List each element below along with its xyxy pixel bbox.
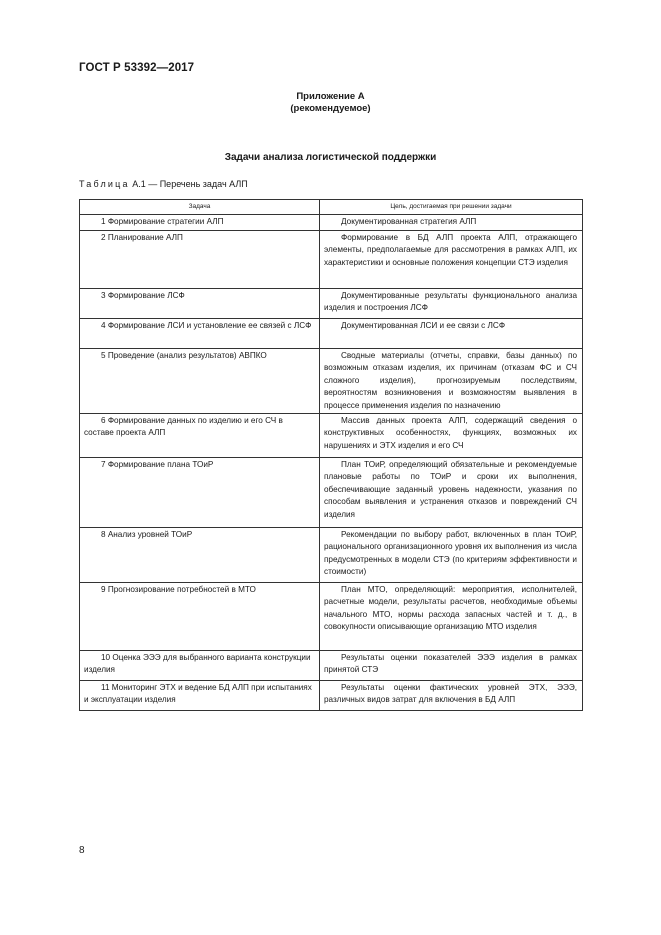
goal-cell: Документированные результаты функционального анализа изделия и построения ЛСФ xyxy=(320,289,583,319)
task-cell: 5 Проведение (анализ результатов) АВПКО xyxy=(80,349,320,414)
column-header-task: Задача xyxy=(80,200,320,215)
task-cell: 10 Оценка ЭЭЭ для выбранного варианта конструкции изделия xyxy=(80,651,320,681)
task-cell: 6 Формирование данных по изделию и его СЧ в составе проекта АЛП xyxy=(80,414,320,458)
table-row xyxy=(80,414,583,458)
task-cell: 9 Прогнозирование потребностей в МТО xyxy=(80,583,320,651)
task-cell: 11 Мониторинг ЭТХ и ведение БД АЛП при испытаниях и эксплуатации изделия xyxy=(80,681,320,711)
goal-cell: Массив данных проекта АЛП, содержащий сведения о конструктивных особенностях, функциях, возможных их нарушениях и ЭТХ изделия и его СЧ xyxy=(320,414,583,458)
goal-cell: План МТО, определяющий: мероприятия, исполнителей, расчетные модели, результаты расчетов, необходимые объемы начального МТО, нормы расхода запасных частей и т. д., в совокупности описывающие организацию МТО изделия xyxy=(320,583,583,651)
table-row xyxy=(80,651,583,681)
goal-cell: Документированная стратегия АЛП xyxy=(320,215,583,231)
page-number: 8 xyxy=(79,845,85,856)
goal-cell: План ТОиР, определяющий обязательные и рекомендуемые плановые работы по ТОиР и сроки их выполнения, обеспечивающие заданный уровень надежности, указания по способам выявления и устранения отказов и повреждений СЧ изделия xyxy=(320,458,583,528)
goal-cell: Документированная ЛСИ и ее связи с ЛСФ xyxy=(320,319,583,349)
tasks-table xyxy=(79,199,583,711)
table-row xyxy=(80,319,583,349)
table-caption-text: А.1 — Перечень задач АЛП xyxy=(129,179,248,189)
task-cell: 1 Формирование стратегии АЛП xyxy=(80,215,320,231)
appendix-heading xyxy=(0,91,661,115)
document-code: ГОСТ Р 53392—2017 xyxy=(79,62,195,74)
task-cell: 8 Анализ уровней ТОиР xyxy=(80,528,320,583)
task-cell: 3 Формирование ЛСФ xyxy=(80,289,320,319)
table-row xyxy=(80,231,583,289)
table-header-row xyxy=(80,200,583,215)
table-row xyxy=(80,681,583,711)
section-title: Задачи анализа логистической поддержки xyxy=(224,152,437,163)
table-row xyxy=(80,215,583,231)
table-row xyxy=(80,458,583,528)
appendix-subtitle: (рекомендуемое) xyxy=(290,103,371,114)
table-row xyxy=(80,528,583,583)
goal-cell: Рекомендации по выбору работ, включенных в план ТОиР, рационального организационного уровня их выполнения из числа предусмотренных в модели СТЭ (по критериям эффективности и стоимости) xyxy=(320,528,583,583)
appendix-title: Приложение А xyxy=(296,91,365,102)
goal-cell: Результаты оценки показателей ЭЭЭ изделия в рамках принятой СТЭ xyxy=(320,651,583,681)
goal-cell: Сводные материалы (отчеты, справки, базы данных) по возможным отказам изделия, их причинам (отказам ФС и СЧ сложного изделия), прогнозируемым последствиям, вероятностям возникновения и возможностям выявления в процессе применения изделия по назначению xyxy=(320,349,583,414)
table-row xyxy=(80,289,583,319)
table-caption-word: Таблица xyxy=(79,179,130,189)
table-caption xyxy=(79,179,248,189)
goal-cell: Формирование в БД АЛП проекта АЛП, отражающего элементы, предполагаемые для рассмотрения в рамках АЛП, их характеристики и основные положения концепции СТЭ изделия xyxy=(320,231,583,289)
goal-cell: Результаты оценки фактических уровней ЭТХ, ЭЭЭ, различных видов затрат для включения в БД АЛП xyxy=(320,681,583,711)
task-cell: 2 Планирование АЛП xyxy=(80,231,320,289)
table-row xyxy=(80,583,583,651)
column-header-goal: Цель, достигаемая при решении задачи xyxy=(320,200,583,215)
task-cell: 7 Формирование плана ТОиР xyxy=(80,458,320,528)
table-row xyxy=(80,349,583,414)
task-cell: 4 Формирование ЛСИ и установление ее связей с ЛСФ xyxy=(80,319,320,349)
